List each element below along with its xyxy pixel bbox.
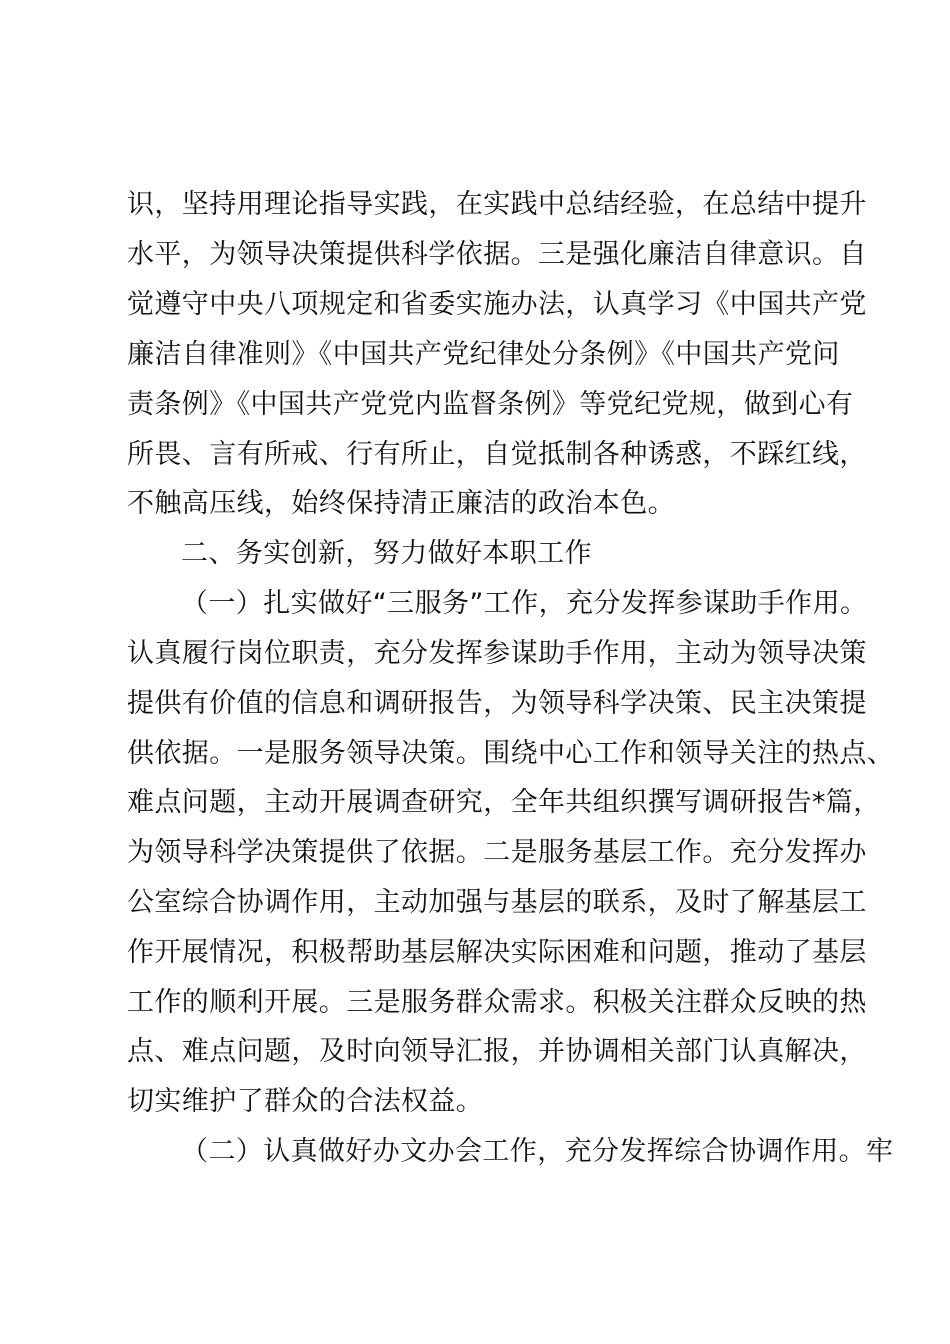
body-text-line: 公室综合协调作用，主动加强与基层的联系，及时了解基层工	[127, 887, 867, 918]
body-text-line: 难点问题，主动开展调查研究，全年共组织撰写调研报告*篇，	[127, 787, 881, 818]
section-heading: 二、务实创新，努力做好本职工作	[181, 538, 592, 569]
subsection-heading: （一）扎实做好“三服务”工作，充分发挥参谋助手作用。	[181, 588, 868, 619]
body-text-line: 工作的顺利开展。三是服务群众需求。积极关注群众反映的热	[127, 987, 867, 1018]
body-text-line: 不触高压线，始终保持清正廉洁的政治本色。	[127, 488, 675, 519]
body-text-line: 觉遵守中央八项规定和省委实施办法，认真学习《中国共产党	[127, 289, 867, 320]
body-text-line: 所畏、言有所戒、行有所止，自觉抵制各种诱惑，不踩红线，	[127, 439, 867, 470]
body-text-line: 供依据。一是服务领导决策。围绕中心工作和领导关注的热点、	[127, 738, 895, 769]
body-text-line: 点、难点问题，及时向领导汇报，并协调相关部门认真解决，	[127, 1036, 867, 1067]
subsection-heading: （二）认真做好办文办会工作，充分发挥综合协调作用。牢	[181, 1136, 894, 1167]
body-text-line: 责条例》《中国共产党党内监督条例》等党纪党规，做到心有	[127, 389, 854, 420]
body-text-line: 为领导科学决策提供了依据。二是服务基层工作。充分发挥办	[127, 837, 867, 868]
body-text-line: 水平，为领导决策提供科学依据。三是强化廉洁自律意识。自	[127, 239, 867, 270]
body-text-line: 提供有价值的信息和调研报告，为领导科学决策、民主决策提	[127, 688, 867, 719]
body-text-line: 廉洁自律准则》《中国共产党纪律处分条例》《中国共产党问	[127, 339, 840, 370]
body-text-line: 作开展情况，积极帮助基层解决实际困难和问题，推动了基层	[127, 937, 867, 968]
body-text-line: 认真履行岗位职责，充分发挥参谋助手作用，主动为领导决策	[127, 638, 867, 669]
body-text-line: 切实维护了群众的合法权益。	[127, 1086, 484, 1117]
body-text-line: 识，坚持用理论指导实践，在实践中总结经验，在总结中提升	[127, 189, 867, 220]
